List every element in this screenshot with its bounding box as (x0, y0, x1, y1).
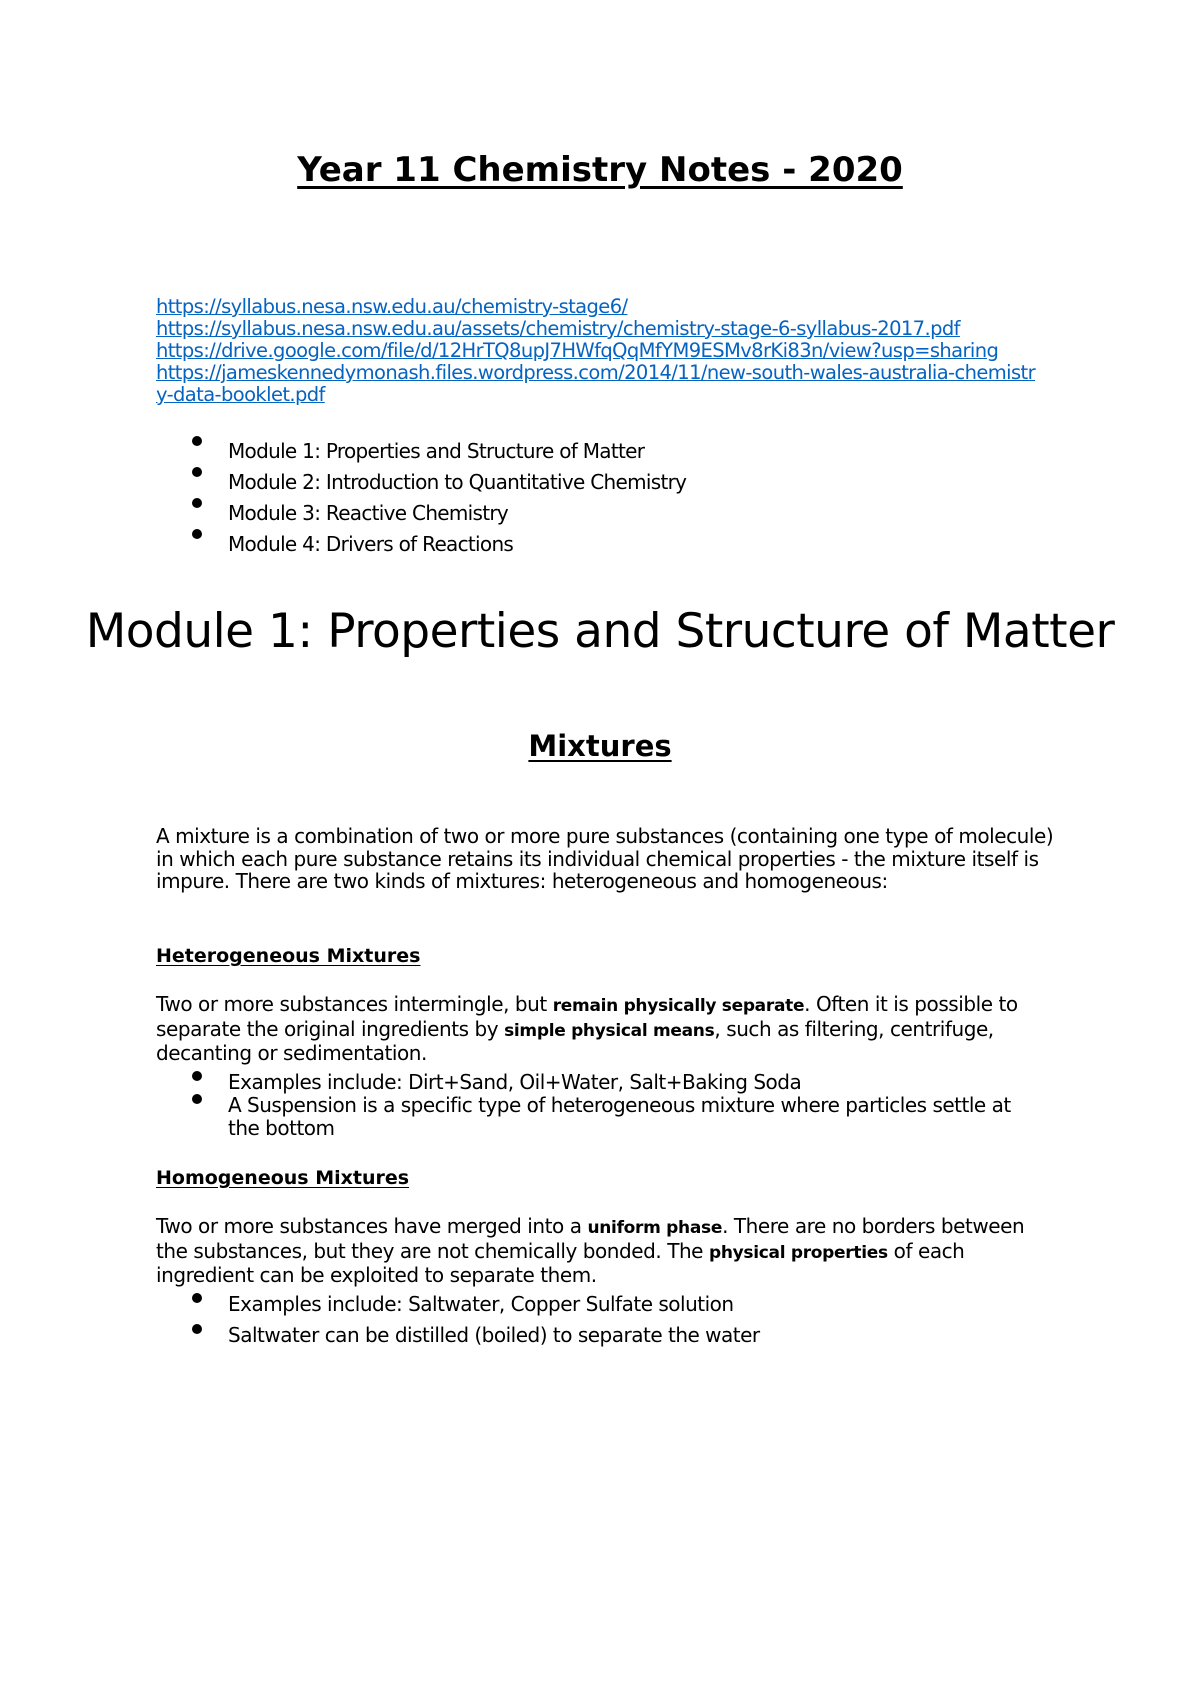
heterogeneous-heading: Heterogeneous Mixtures (156, 945, 421, 967)
bullet-icon (192, 1094, 202, 1104)
modules-list (156, 436, 686, 560)
list-item: Module 3: Reactive Chemistry (156, 498, 686, 529)
bullet-icon (192, 1324, 202, 1334)
bullet-icon (192, 1071, 202, 1081)
bullet-icon (192, 498, 202, 508)
homogeneous-paragraph: Two or more substances have merged into a uniform phase. There are no borders between the substances, but they are not chemically bonded. The physical properties of each ingredient can be exploited to separate them. (156, 1214, 1025, 1287)
module-heading: Module 1: Properties and Structure of Matter (85, 604, 1115, 659)
list-item: A Suspension is a specific type of heterogeneous mixture where particles settle at the bottom (156, 1094, 1028, 1140)
bullet-icon (192, 436, 202, 446)
homogeneous-heading: Homogeneous Mixtures (156, 1167, 410, 1189)
reference-links (156, 296, 1046, 406)
bold-phrase: remain physically separate (552, 996, 805, 1016)
link-data-booklet[interactable]: https://jameskennedymonash.files.wordpress.com/2014/11/new-south-wales-australia-chemistry-data-booklet.pdf (156, 361, 1036, 406)
list-item: Examples include: Saltwater, Copper Sulfate solution (156, 1293, 760, 1324)
link-syllabus-pdf[interactable]: https://syllabus.nesa.nsw.edu.au/assets/chemistry/chemistry-stage-6-syllabus-2017.pdf (156, 317, 960, 340)
bold-phrase: physical properties (708, 1242, 888, 1263)
homogeneous-bullets (156, 1293, 760, 1347)
list-item: Module 4: Drivers of Reactions (156, 529, 686, 560)
list-item: Module 1: Properties and Structure of Matter (156, 436, 686, 467)
bullet-icon (192, 1293, 202, 1303)
bullet-icon (192, 529, 202, 539)
list-item: Module 2: Introduction to Quantitative Chemistry (156, 467, 686, 498)
section-heading-mixtures: Mixtures (528, 729, 672, 763)
list-item: Examples include: Dirt+Sand, Oil+Water, Salt+Baking Soda (156, 1071, 1028, 1094)
mixture-intro-paragraph: A mixture is a combination of two or more pure substances (containing one type of molecule) in which each pure substance retains its individual chemical properties - the mixture itself is impure. There are two kinds of mixtures: heterogeneous and homogeneous: (156, 824, 1054, 893)
link-syllabus-page[interactable]: https://syllabus.nesa.nsw.edu.au/chemistry-stage6/ (156, 295, 628, 318)
link-google-drive[interactable]: https://drive.google.com/file/d/12HrTQ8upJ7HWfqQqMfYM9ESMv8rKi83n/view?usp=sharing (156, 339, 999, 362)
bold-phrase: uniform phase (587, 1218, 723, 1238)
bullet-icon (192, 467, 202, 477)
heterogeneous-paragraph: Two or more substances intermingle, but remain physically separate. Often it is possible to separate the original ingredients by simple physical means, such as filtering, centrifuge, decanting or sedimentation. (156, 992, 1018, 1065)
list-item: Saltwater can be distilled (boiled) to separate the water (156, 1324, 760, 1347)
document-title: Year 11 Chemistry Notes - 2020 (297, 150, 903, 190)
bold-phrase: simple physical means (504, 1020, 715, 1041)
heterogeneous-bullets (156, 1071, 1028, 1140)
